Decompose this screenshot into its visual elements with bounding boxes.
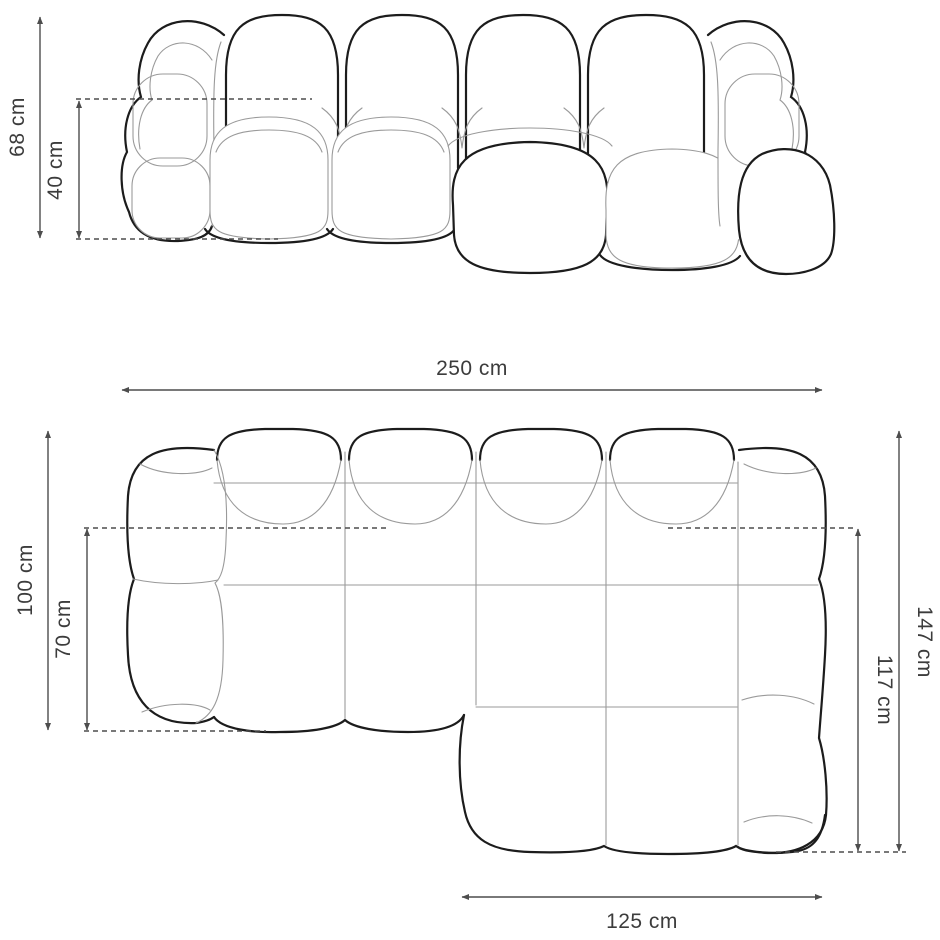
dimension-label-chaise-width: 125 cm xyxy=(606,910,678,933)
armrest-outline xyxy=(127,448,214,723)
armrest-inner-edge xyxy=(196,450,227,723)
back-cushion-top xyxy=(480,429,602,460)
dimension-label-seat-height: 40 cm xyxy=(44,140,67,200)
cushion-tuft-seam xyxy=(564,108,604,148)
back-cushion-bottom xyxy=(610,460,734,524)
armrest-mid-seam xyxy=(133,579,218,584)
armrest-top-seam xyxy=(744,464,816,474)
back-cushion-top xyxy=(610,429,734,460)
armrest-chaise-outline xyxy=(738,448,827,853)
plan-front-edges xyxy=(214,715,825,854)
chaise-outline xyxy=(460,715,825,854)
back-cushion-bottom xyxy=(349,460,472,524)
plan-left-armrest xyxy=(127,448,226,723)
armrest-body xyxy=(122,21,224,241)
cushion-tuft-seam xyxy=(442,108,482,148)
dimension-label-body-depth: 100 cm xyxy=(14,544,37,616)
armrest-top-seam xyxy=(140,464,212,474)
front-elevation-view xyxy=(6,15,834,274)
plan-dimensions xyxy=(14,357,936,933)
front-seat-cushions xyxy=(205,117,455,243)
back-cushion-top xyxy=(217,429,341,460)
back-cushion-bottom xyxy=(217,460,341,524)
back-cushion-bottom xyxy=(480,460,602,524)
chaise-cushion-body xyxy=(453,142,608,273)
front-chaise-cushions xyxy=(448,128,740,273)
dimension-label-seat-depth: 70 cm xyxy=(52,599,75,659)
seat-front-edge xyxy=(214,715,464,732)
plan-seam-grid xyxy=(224,452,818,845)
back-cushion-top xyxy=(349,429,472,460)
seat-cushion xyxy=(332,117,450,239)
dimension-label-total-height: 68 cm xyxy=(6,97,29,157)
dimension-label-chaise-inner-depth: 117 cm xyxy=(873,654,896,726)
front-left-armrest xyxy=(122,21,224,241)
armrest-bottom-seam xyxy=(742,695,814,704)
back-cushion-outline xyxy=(588,15,704,168)
seat-cushion xyxy=(210,117,328,239)
chaise-right-cushion-body xyxy=(738,149,834,274)
top-plan-view xyxy=(14,357,936,933)
chaise-right-cushion-seam xyxy=(744,816,812,823)
dimension-label-total-width: 250 cm xyxy=(436,357,508,380)
plan-right-armrest xyxy=(738,448,827,853)
dimension-label-total-depth: 147 cm xyxy=(913,606,936,678)
